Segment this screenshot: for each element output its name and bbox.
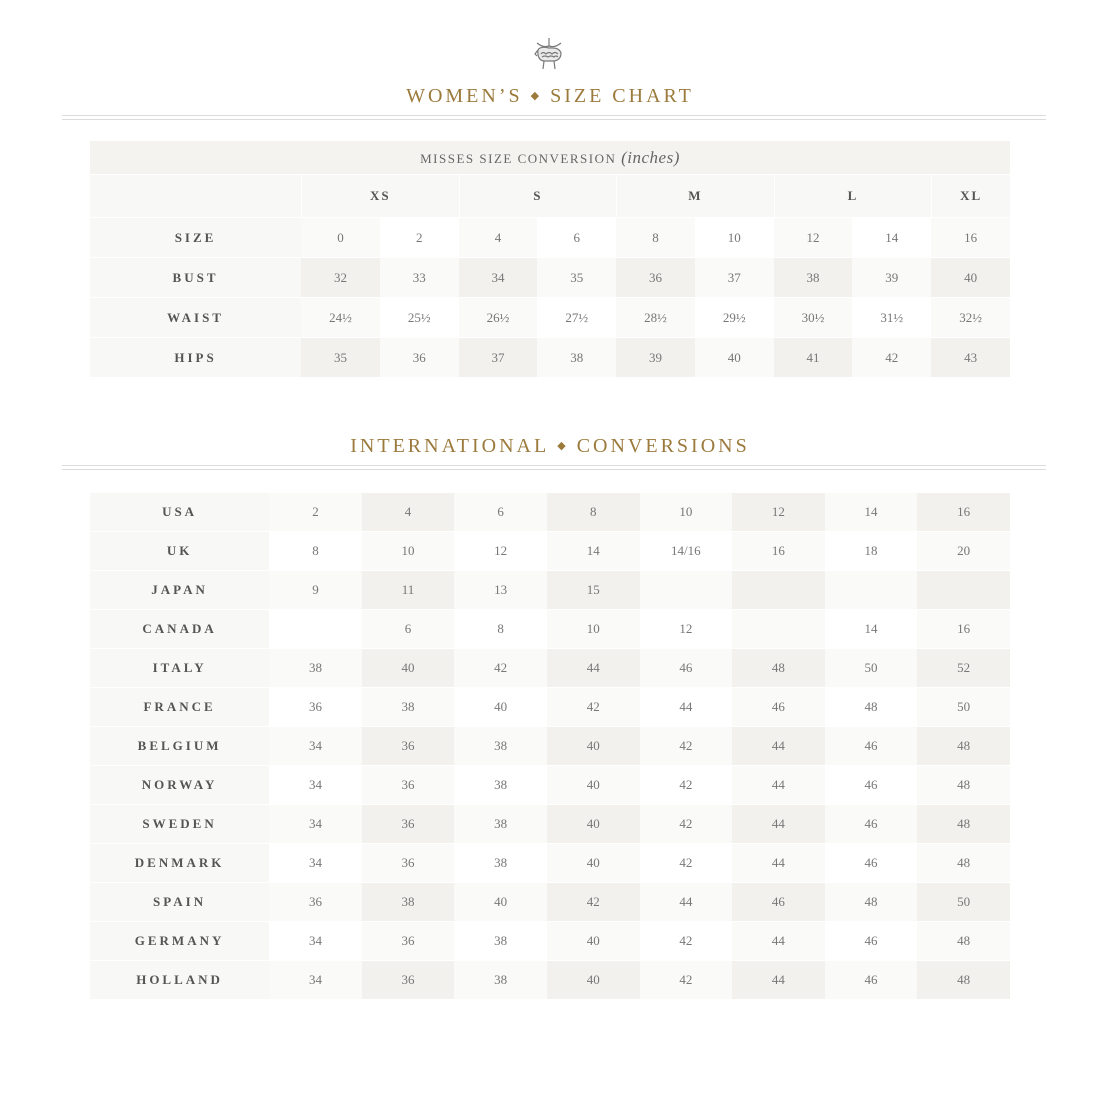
table-cell: 16 [732, 531, 825, 570]
table-cell: 44 [732, 804, 825, 843]
table-cell: 38 [362, 687, 455, 726]
table-cell: 2 [380, 217, 459, 257]
table-cell: 4 [362, 492, 455, 531]
table-cell: 12 [732, 492, 825, 531]
table-cell: 42 [640, 843, 733, 882]
table-cell: 35 [301, 337, 380, 377]
size-group-m: M [616, 174, 774, 217]
table-cell: 16 [931, 217, 1010, 257]
table-cell: 12 [640, 609, 733, 648]
table-cell: 24½ [301, 297, 380, 337]
misses-caption-text: MISSES SIZE CONVERSION [420, 150, 617, 166]
table-cell: 27½ [537, 297, 616, 337]
table-cell: 44 [732, 726, 825, 765]
table-cell: 39 [852, 257, 931, 297]
table-cell [640, 570, 733, 609]
table-cell: 36 [362, 921, 455, 960]
table-cell: 34 [269, 804, 362, 843]
table-cell: 48 [917, 843, 1010, 882]
table-cell: 42 [640, 726, 733, 765]
table-cell: 40 [547, 843, 640, 882]
table-cell: 44 [732, 765, 825, 804]
size-group-xs: XS [301, 174, 459, 217]
row-label: BELGIUM [90, 726, 269, 765]
misses-row-hips [90, 337, 1010, 377]
table-cell: 36 [616, 257, 695, 297]
table-cell: 12 [454, 531, 547, 570]
table-cell: 30½ [774, 297, 853, 337]
table-cell: 44 [640, 882, 733, 921]
size-group-s: S [459, 174, 617, 217]
row-label: SPAIN [90, 882, 269, 921]
table-cell: 10 [547, 609, 640, 648]
table-cell: 8 [454, 609, 547, 648]
table-cell: 40 [547, 804, 640, 843]
intl-title-divider [62, 465, 1046, 470]
table-cell: 46 [825, 765, 918, 804]
table-cell [732, 609, 825, 648]
row-label: WAIST [90, 297, 301, 337]
table-cell: 6 [537, 217, 616, 257]
table-cell: 8 [269, 531, 362, 570]
table-cell: 38 [454, 804, 547, 843]
intl-title-part2: CONVERSIONS [576, 435, 750, 457]
table-cell: 42 [547, 687, 640, 726]
table-cell: 10 [695, 217, 774, 257]
table-cell: 48 [917, 765, 1010, 804]
table-cell: 48 [825, 882, 918, 921]
table-cell: 48 [917, 960, 1010, 999]
table-cell: 31½ [852, 297, 931, 337]
table-cell: 46 [825, 960, 918, 999]
table-cell: 46 [825, 921, 918, 960]
corner-cell [90, 174, 301, 217]
table-cell: 10 [640, 492, 733, 531]
row-label: ITALY [90, 648, 269, 687]
row-label: FRANCE [90, 687, 269, 726]
table-cell: 29½ [695, 297, 774, 337]
table-cell: 40 [362, 648, 455, 687]
table-cell: 41 [774, 337, 853, 377]
table-cell: 50 [917, 687, 1010, 726]
table-cell: 40 [454, 882, 547, 921]
intl-row-france [90, 687, 1010, 726]
table-cell: 40 [695, 337, 774, 377]
row-label: SIZE [90, 217, 301, 257]
table-cell: 44 [640, 687, 733, 726]
table-cell: 32½ [931, 297, 1010, 337]
table-cell: 48 [917, 804, 1010, 843]
table-cell: 2 [269, 492, 362, 531]
table-cell: 11 [362, 570, 455, 609]
row-label: HOLLAND [90, 960, 269, 999]
table-cell: 36 [269, 687, 362, 726]
table-cell: 36 [362, 960, 455, 999]
table-cell: 13 [454, 570, 547, 609]
table-cell: 34 [269, 921, 362, 960]
table-cell: 35 [537, 257, 616, 297]
row-label: GERMANY [90, 921, 269, 960]
size-group-l: L [774, 174, 932, 217]
table-cell: 44 [547, 648, 640, 687]
table-cell: 44 [732, 921, 825, 960]
international-conversion-table [90, 492, 1010, 999]
intl-row-italy [90, 648, 1010, 687]
row-label: BUST [90, 257, 301, 297]
table-cell: 14 [547, 531, 640, 570]
intl-title-separator: ◆ [557, 440, 569, 452]
title-divider [62, 115, 1046, 120]
row-label: HIPS [90, 337, 301, 377]
table-cell: 42 [640, 765, 733, 804]
table-cell: 42 [547, 882, 640, 921]
table-cell: 12 [774, 217, 853, 257]
intl-row-norway [90, 765, 1010, 804]
table-cell: 28½ [616, 297, 695, 337]
table-cell: 37 [695, 257, 774, 297]
title-part1: WOMEN’S [406, 85, 523, 107]
table-cell: 25½ [380, 297, 459, 337]
table-cell: 36 [362, 726, 455, 765]
table-cell [825, 570, 918, 609]
table-cell: 33 [380, 257, 459, 297]
table-cell: 34 [269, 960, 362, 999]
table-cell: 26½ [459, 297, 538, 337]
table-cell: 16 [917, 609, 1010, 648]
intl-row-denmark [90, 843, 1010, 882]
misses-caption-unit: (inches) [621, 147, 680, 167]
golden-fleece-logo-icon [528, 36, 570, 72]
table-cell: 6 [454, 492, 547, 531]
intl-row-japan [90, 570, 1010, 609]
table-cell: 34 [269, 843, 362, 882]
table-cell: 8 [547, 492, 640, 531]
table-cell: 36 [380, 337, 459, 377]
table-cell: 38 [774, 257, 853, 297]
table-cell: 0 [301, 217, 380, 257]
table-cell: 46 [732, 882, 825, 921]
table-cell: 38 [537, 337, 616, 377]
table-cell: 14 [825, 609, 918, 648]
international-title [0, 435, 1100, 458]
misses-row-bust [90, 257, 1010, 297]
table-cell: 20 [917, 531, 1010, 570]
table-cell: 14 [852, 217, 931, 257]
table-cell: 34 [459, 257, 538, 297]
table-cell: 42 [852, 337, 931, 377]
row-label: USA [90, 492, 269, 531]
table-cell: 36 [362, 765, 455, 804]
table-cell: 36 [362, 804, 455, 843]
intl-row-uk [90, 531, 1010, 570]
table-cell: 8 [616, 217, 695, 257]
size-group-xl: XL [931, 174, 1010, 217]
table-cell: 40 [931, 257, 1010, 297]
table-cell: 48 [917, 921, 1010, 960]
table-cell: 38 [362, 882, 455, 921]
row-label: UK [90, 531, 269, 570]
table-cell: 43 [931, 337, 1010, 377]
row-label: CANADA [90, 609, 269, 648]
intl-row-canada [90, 609, 1010, 648]
title-part2: SIZE CHART [550, 85, 694, 107]
intl-row-spain [90, 882, 1010, 921]
table-cell: 48 [732, 648, 825, 687]
table-cell [732, 570, 825, 609]
table-cell: 52 [917, 648, 1010, 687]
table-cell: 40 [547, 726, 640, 765]
table-cell: 38 [454, 726, 547, 765]
table-cell: 50 [825, 648, 918, 687]
intl-row-usa [90, 492, 1010, 531]
table-cell: 46 [825, 726, 918, 765]
table-cell: 6 [362, 609, 455, 648]
table-cell: 46 [825, 804, 918, 843]
table-cell: 32 [301, 257, 380, 297]
intl-row-holland [90, 960, 1010, 999]
table-cell: 36 [269, 882, 362, 921]
table-cell: 18 [825, 531, 918, 570]
misses-row-waist [90, 297, 1010, 337]
table-cell [917, 570, 1010, 609]
table-cell: 10 [362, 531, 455, 570]
table-cell: 34 [269, 726, 362, 765]
table-cell: 40 [547, 765, 640, 804]
table-cell: 48 [917, 726, 1010, 765]
table-cell: 42 [454, 648, 547, 687]
table-cell: 16 [917, 492, 1010, 531]
table-cell: 40 [454, 687, 547, 726]
intl-row-germany [90, 921, 1010, 960]
table-cell: 42 [640, 921, 733, 960]
table-cell: 40 [547, 921, 640, 960]
table-cell: 44 [732, 960, 825, 999]
table-cell: 46 [640, 648, 733, 687]
intl-row-belgium [90, 726, 1010, 765]
table-cell: 38 [454, 960, 547, 999]
table-cell [269, 609, 362, 648]
misses-caption [90, 141, 1010, 174]
table-cell: 15 [547, 570, 640, 609]
table-cell: 4 [459, 217, 538, 257]
table-cell: 42 [640, 960, 733, 999]
table-cell: 50 [917, 882, 1010, 921]
table-cell: 39 [616, 337, 695, 377]
table-cell: 9 [269, 570, 362, 609]
size-group-header-row [90, 174, 1010, 217]
title-separator: ◆ [530, 90, 543, 102]
table-cell: 37 [459, 337, 538, 377]
misses-size-table [90, 141, 1010, 377]
table-cell: 38 [454, 843, 547, 882]
table-cell: 14/16 [640, 531, 733, 570]
table-cell: 38 [454, 765, 547, 804]
row-label: JAPAN [90, 570, 269, 609]
intl-title-part1: INTERNATIONAL [350, 435, 550, 457]
table-cell: 44 [732, 843, 825, 882]
table-cell: 42 [640, 804, 733, 843]
table-cell: 38 [269, 648, 362, 687]
table-cell: 40 [547, 960, 640, 999]
page-title [0, 85, 1100, 108]
misses-row-size [90, 217, 1010, 257]
table-cell: 34 [269, 765, 362, 804]
table-cell: 46 [732, 687, 825, 726]
row-label: DENMARK [90, 843, 269, 882]
table-cell: 46 [825, 843, 918, 882]
table-cell: 38 [454, 921, 547, 960]
table-cell: 36 [362, 843, 455, 882]
row-label: SWEDEN [90, 804, 269, 843]
row-label: NORWAY [90, 765, 269, 804]
table-cell: 48 [825, 687, 918, 726]
table-cell: 14 [825, 492, 918, 531]
intl-row-sweden [90, 804, 1010, 843]
